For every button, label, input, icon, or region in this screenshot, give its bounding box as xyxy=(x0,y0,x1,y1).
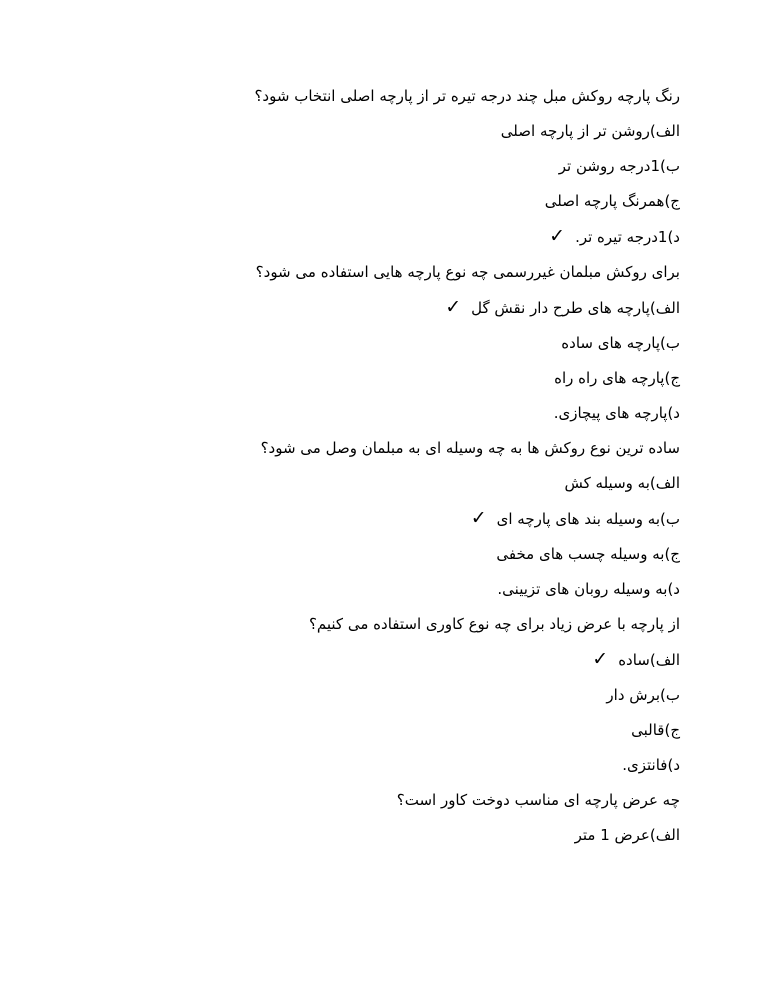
answer-option xyxy=(220,825,680,845)
answer-option xyxy=(220,544,680,564)
answer-option-label: الف)ساده xyxy=(618,651,680,669)
quiz-content xyxy=(220,86,680,860)
answer-option-label: ب)1درجه روشن تر xyxy=(558,157,680,175)
answer-option-label: الف)به وسیله کش xyxy=(564,474,680,492)
answer-option xyxy=(220,297,680,318)
answer-option xyxy=(220,473,680,493)
question-text: چه عرض پارچه ای مناسب دوخت کاور است؟ xyxy=(396,791,680,809)
answer-option-label: د)فانتزی. xyxy=(622,756,680,774)
answer-option-label: ب)به وسیله بند های پارچه ای xyxy=(496,510,680,528)
answer-option-label: الف)روشن تر از پارچه اصلی xyxy=(500,122,680,140)
answer-option-label: د)به وسیله روبان های تزیینی. xyxy=(497,580,680,598)
answer-option xyxy=(220,156,680,176)
check-mark-icon: ✓ xyxy=(592,648,609,670)
check-mark-icon: ✓ xyxy=(549,225,566,247)
question-text: از پارچه با عرض زیاد برای چه نوع کاوری استفاده می کنیم؟ xyxy=(308,615,680,633)
answer-option-label: ب)برش دار xyxy=(606,686,680,704)
answer-option-label: ب)پارچه های ساده xyxy=(561,334,680,352)
check-mark-icon: ✓ xyxy=(445,296,462,318)
answer-option-label: ج)به وسیله چسب های مخفی xyxy=(496,545,680,563)
answer-option xyxy=(220,121,680,141)
answer-option-label: الف)پارچه های طرح دار نقش گل xyxy=(471,299,680,317)
answer-option xyxy=(220,579,680,599)
answer-option-label: د)پارچه های پیچازی. xyxy=(553,404,680,422)
question-block xyxy=(220,438,680,599)
answer-option xyxy=(220,755,680,775)
answer-option xyxy=(220,403,680,423)
question-block xyxy=(220,86,680,247)
question-block xyxy=(220,614,680,775)
answer-option xyxy=(220,368,680,388)
question-block xyxy=(220,790,680,845)
answer-option xyxy=(220,720,680,740)
answer-option-label: ج)پارچه های راه راه xyxy=(554,369,680,387)
answer-option xyxy=(220,685,680,705)
question-block xyxy=(220,262,680,423)
answer-option xyxy=(220,508,680,529)
answer-option xyxy=(220,191,680,211)
question-text: ساده ترین نوع روکش ها به چه وسیله ای به مبلمان وصل می شود؟ xyxy=(260,439,680,457)
answer-option xyxy=(220,649,680,670)
question-text: برای روکش مبلمان غیررسمی چه نوع پارچه هایی استفاده می شود؟ xyxy=(255,263,680,281)
check-mark-icon: ✓ xyxy=(470,507,487,529)
answer-option xyxy=(220,333,680,353)
answer-option-label: ج)قالبی xyxy=(631,721,680,739)
answer-option xyxy=(220,226,680,247)
answer-option-label: ج)همرنگ پارچه اصلی xyxy=(544,192,680,210)
answer-option-label: الف)عرض 1 متر xyxy=(574,826,680,844)
question-text: رنگ پارچه روکش مبل چند درجه تیره تر از پارچه اصلی انتخاب شود؟ xyxy=(254,87,680,105)
answer-option-label: د)1درجه تیره تر. xyxy=(575,228,680,246)
